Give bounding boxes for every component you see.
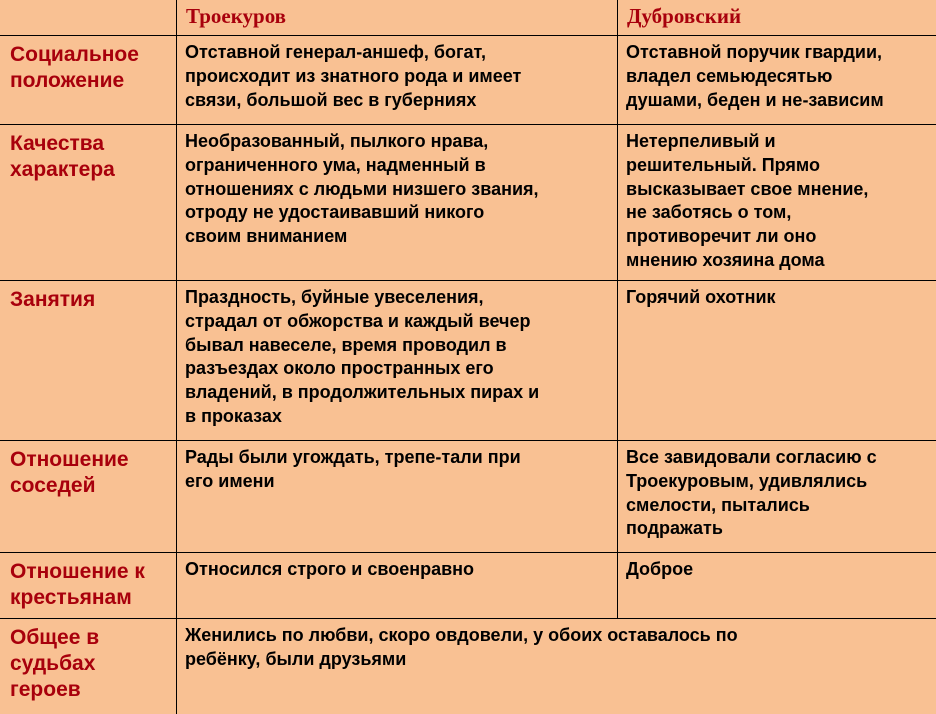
cell-troekurov-social-status: Отставной генерал-аншеф, богат, происходит из знатного рода и имеет связи, большой вес в губерниях (177, 36, 618, 125)
cell-dubrovsky-character: Нетерпеливый и решительный. Прямо высказывает свое мнение, не заботясь о том, противоречит ли оно мнению хозяина дома (618, 125, 936, 281)
cell-common-fate: Женились по любви, скоро овдовели, у обоих оставалось по ребёнку, были друзьями (185, 625, 738, 669)
header-dubrovsky: Дубровский (618, 0, 936, 36)
row-label-occupation: Занятия (0, 281, 177, 441)
row-label-neighbors: Отношение соседей (0, 441, 177, 553)
cell-dubrovsky-peasants: Доброе (618, 553, 936, 619)
row-label-peasants: Отношение к крестьянам (0, 553, 177, 619)
cell-troekurov-neighbors: Рады были угождать, трепе-тали при его имени (177, 441, 618, 553)
row-label-character: Качества характера (0, 125, 177, 281)
cell-dubrovsky-occupation: Горячий охотник (618, 281, 936, 441)
cell-dubrovsky-neighbors: Все завидовали согласию с Троекуровым, удивлялись смелости, пытались подражать (618, 441, 936, 553)
row-label-common-fate: Общее в судьбах героев (0, 619, 177, 714)
cell-dubrovsky-social-status: Отставной поручик гвардии, владел семьюдесятью душами, беден и не-зависим (618, 36, 936, 125)
cell-troekurov-character: Необразованный, пылкого нрава, ограниченного ума, надменный в отношениях с людьми низшего звания, отроду не удостаивавший никого своим вниманием (177, 125, 618, 281)
row-label-social-status: Социальное положение (0, 36, 177, 125)
cell-troekurov-peasants: Относился строго и своенравно (177, 553, 618, 619)
header-troekurov: Троекуров (177, 0, 618, 36)
header-empty-cell (0, 0, 177, 36)
cell-troekurov-occupation: Праздность, буйные увеселения, страдал от обжорства и каждый вечер бывал навеселе, время проводил в разъездах около пространных его владений, в продолжительных пирах и в проказах (177, 281, 618, 441)
